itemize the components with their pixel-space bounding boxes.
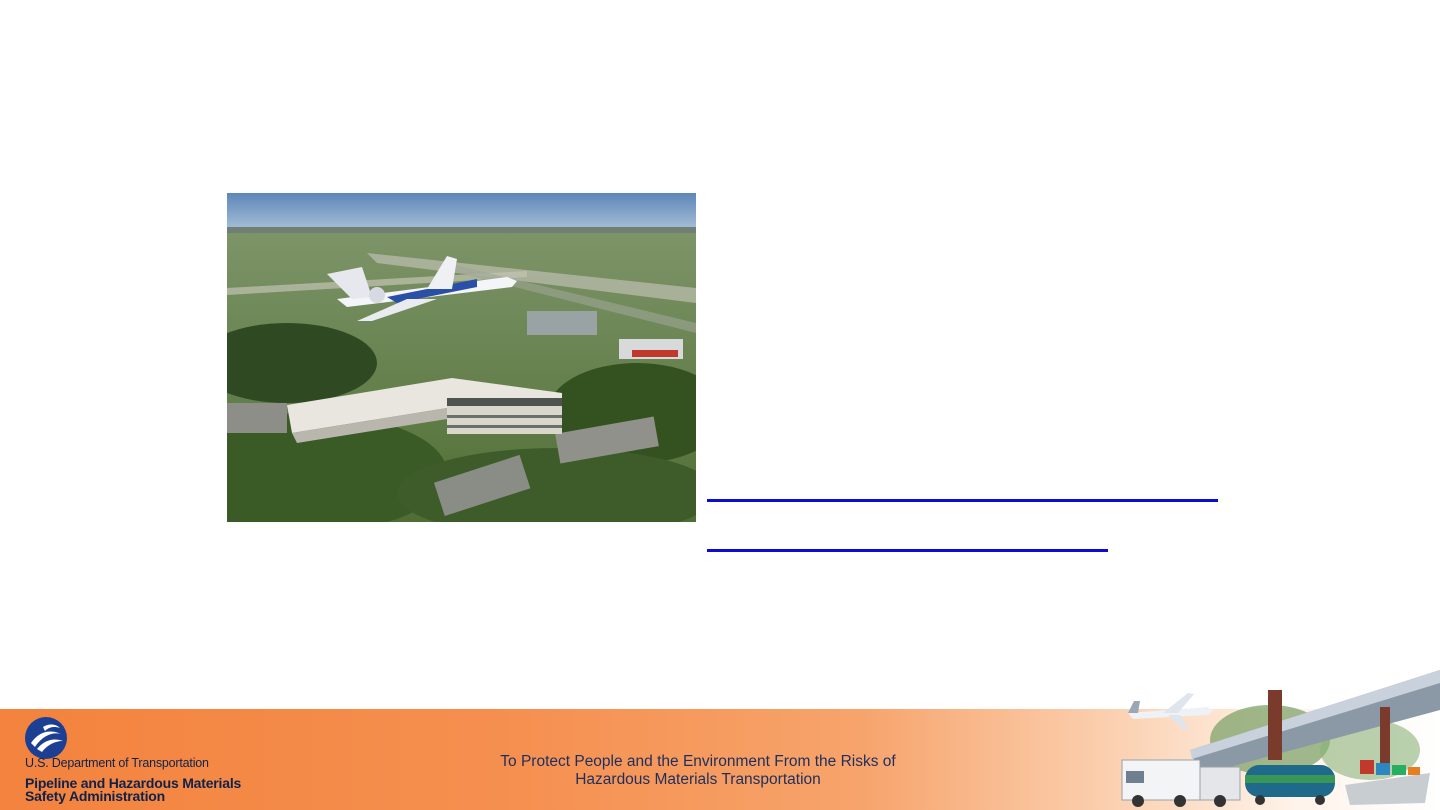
aerial-photo xyxy=(227,193,696,522)
mission-statement-line-1: To Protect People and the Environment From the Risks of xyxy=(500,753,896,770)
hyperlink-underline-2[interactable] xyxy=(707,549,1108,552)
dot-logo-icon xyxy=(25,717,67,759)
department-name: U.S. Department of Transportation xyxy=(25,756,209,770)
agency-name-line-2: Safety Administration xyxy=(25,788,165,804)
mission-statement-line-2: Hazardous Materials Transportation xyxy=(575,771,821,788)
transportation-collage-image xyxy=(1080,655,1440,810)
hyperlink-underline-1[interactable] xyxy=(707,499,1218,502)
agency-name-line-1: Pipeline and Hazardous Materials xyxy=(25,775,242,791)
